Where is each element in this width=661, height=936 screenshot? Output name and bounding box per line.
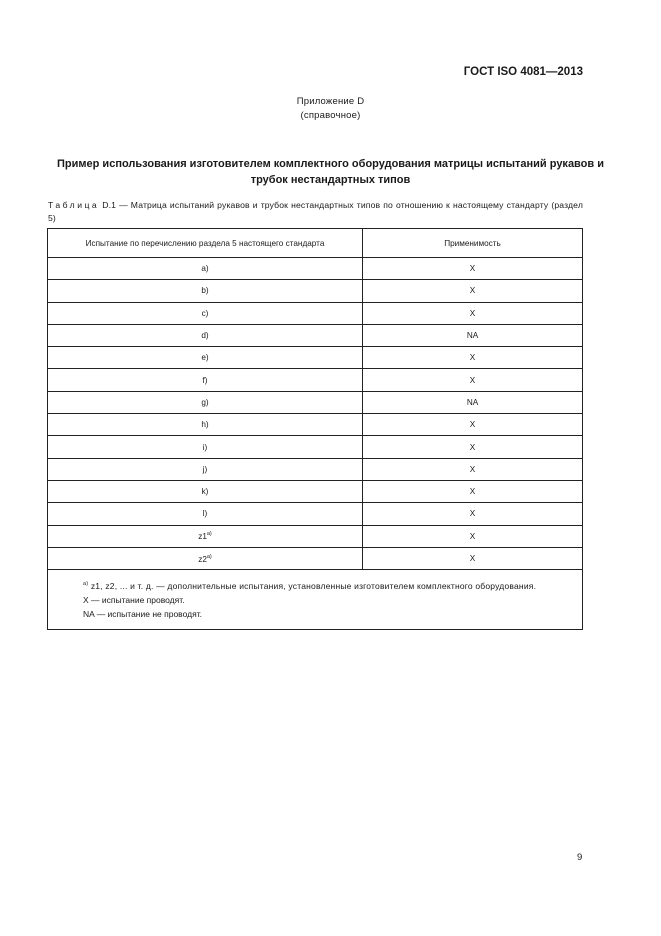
test-cell <box>48 391 363 413</box>
applicability-cell: X <box>363 480 583 502</box>
table-header-row <box>48 229 583 258</box>
table-row <box>48 369 583 391</box>
test-cell <box>48 347 363 369</box>
test-cell <box>48 525 363 547</box>
table-row <box>48 503 583 525</box>
applicability-cell: X <box>363 369 583 391</box>
test-cell <box>48 547 363 569</box>
applicability-cell: X <box>363 436 583 458</box>
table-caption <box>48 199 583 225</box>
test-label: f) <box>202 375 208 385</box>
test-cell <box>48 436 363 458</box>
test-label: z2 <box>198 554 207 564</box>
x-legend: X — испытание проводят. <box>83 595 185 606</box>
test-label: d) <box>201 331 209 341</box>
applicability-cell: X <box>363 547 583 569</box>
caption-text: — Матрица испытаний рукавов и трубок нестандартных типов по отношению к настоящему стандарту (раздел 5) <box>48 200 583 223</box>
footnote-text: z1, z2, ... и т. д. — дополнительные испытания, установленные изготовителем комплектного оборудования. <box>90 581 537 592</box>
annex-heading <box>0 95 661 123</box>
applicability-cell: X <box>363 458 583 480</box>
header-test: Испытание по перечислению раздела 5 настоящего стандарта <box>48 229 363 258</box>
caption-number: D.1 <box>102 200 117 210</box>
test-cell <box>48 302 363 324</box>
table-row <box>48 414 583 436</box>
applicability-cell: X <box>363 347 583 369</box>
test-label: k) <box>201 487 209 497</box>
test-label: l) <box>202 509 208 519</box>
table-row <box>48 458 583 480</box>
annex-title: Приложение D <box>296 96 365 107</box>
test-label: z1 <box>198 532 207 542</box>
test-matrix-table <box>47 228 583 630</box>
table-notes <box>48 570 583 630</box>
table-row <box>48 258 583 280</box>
applicability-cell: X <box>363 503 583 525</box>
section-title: Пример использования изготовителем комплектного оборудования матрицы испытаний рукавов и трубок нестандартных типов <box>57 158 604 186</box>
applicability-cell: NA <box>363 324 583 346</box>
test-cell <box>48 258 363 280</box>
test-cell <box>48 414 363 436</box>
table-body <box>48 258 583 570</box>
table-row <box>48 480 583 502</box>
header-applicability: Применимость <box>363 229 583 258</box>
test-label: h) <box>201 420 209 430</box>
test-label: i) <box>202 442 208 452</box>
table-row <box>48 347 583 369</box>
test-label: j) <box>202 464 208 474</box>
test-label: g) <box>201 397 209 407</box>
applicability-cell: X <box>363 258 583 280</box>
test-label: e) <box>201 353 209 363</box>
table-row <box>48 302 583 324</box>
document-code: ГОСТ ISO 4081—2013 <box>463 66 583 78</box>
applicability-cell: NA <box>363 391 583 413</box>
applicability-cell: X <box>363 414 583 436</box>
table-row <box>48 324 583 346</box>
test-cell <box>48 280 363 302</box>
footnote-ref: a) <box>206 531 212 538</box>
footnote-ref: a) <box>206 553 212 560</box>
test-label: c) <box>201 308 209 318</box>
test-label: a) <box>201 264 209 274</box>
test-cell <box>48 458 363 480</box>
table-row <box>48 391 583 413</box>
page-number: 9 <box>577 852 583 863</box>
test-cell <box>48 480 363 502</box>
caption-label: Таблица <box>48 200 100 210</box>
test-cell <box>48 324 363 346</box>
notes-row <box>48 570 583 630</box>
test-cell <box>48 503 363 525</box>
applicability-cell: X <box>363 525 583 547</box>
footnote <box>56 577 574 593</box>
footnote-mark: a) <box>83 581 89 588</box>
annex-type: (справочное) <box>300 110 361 121</box>
applicability-cell: X <box>363 302 583 324</box>
na-legend: NA — испытание не проводят. <box>83 609 203 620</box>
table-row <box>48 525 583 547</box>
table-row <box>48 436 583 458</box>
test-cell <box>48 369 363 391</box>
test-label: b) <box>201 286 209 296</box>
table-row <box>48 280 583 302</box>
table-row <box>48 547 583 569</box>
applicability-cell: X <box>363 280 583 302</box>
